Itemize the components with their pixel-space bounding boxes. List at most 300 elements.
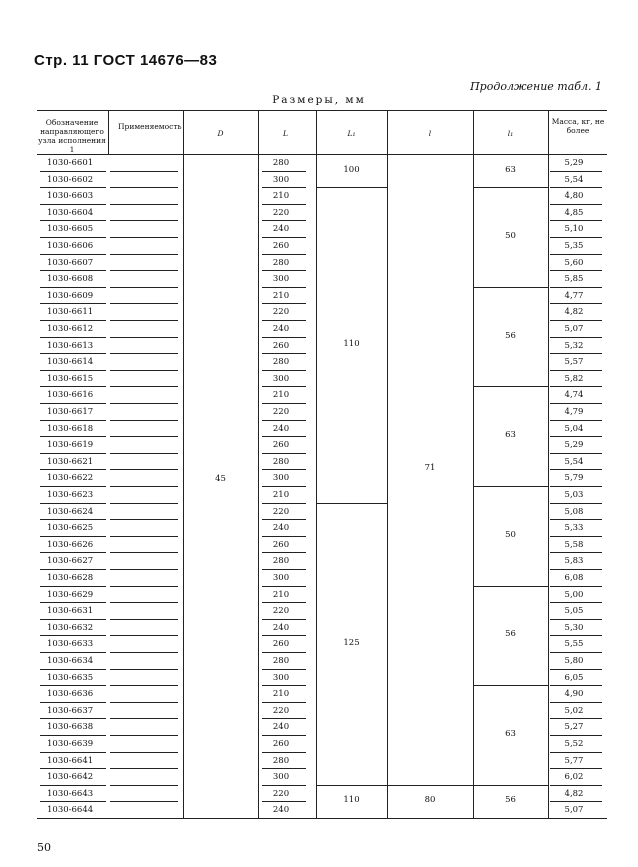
row-underline <box>110 287 178 288</box>
mass-cell: 5,60 <box>564 257 584 268</box>
L-cell: 280 <box>272 357 290 368</box>
designation-cell: 1030-6634 <box>47 656 94 666</box>
row-underline <box>262 486 306 487</box>
group-divider <box>473 386 548 387</box>
row-underline <box>40 171 106 172</box>
row-underline <box>262 403 306 404</box>
row-underline <box>110 536 178 537</box>
designation-cell: 1030-6629 <box>47 589 94 600</box>
row-underline <box>262 619 306 620</box>
mass-cell: 5,35 <box>564 241 584 251</box>
mass-cell: 4,80 <box>564 191 584 202</box>
designation-cell: 1030-6617 <box>47 407 94 417</box>
L1-group-value: 110 <box>343 338 360 349</box>
designation-cell: 1030-6608 <box>47 274 94 285</box>
row-underline <box>550 386 602 387</box>
designation-cell: 1030-6628 <box>47 573 94 583</box>
row-underline <box>550 320 602 321</box>
row-underline <box>110 801 178 802</box>
row-underline <box>40 337 106 338</box>
row-underline <box>262 586 306 587</box>
mass-cell: 5,33 <box>564 523 584 534</box>
row-underline <box>550 685 602 686</box>
row-underline <box>110 370 178 371</box>
L-cell: 220 <box>272 506 290 517</box>
L-cell: 300 <box>272 473 290 484</box>
row-underline <box>262 303 306 304</box>
designation-cell: 1030-6614 <box>47 357 94 368</box>
designation-cell: 1030-6643 <box>47 788 94 799</box>
row-underline <box>40 270 106 271</box>
mass-cell: 4,79 <box>564 407 584 417</box>
designation-cell: 1030-6624 <box>47 506 94 517</box>
row-underline <box>262 287 306 288</box>
designation-cell: 1030-6619 <box>47 440 94 451</box>
row-underline <box>110 785 178 786</box>
row-underline <box>110 619 178 620</box>
row-underline <box>550 403 602 404</box>
row-underline <box>550 602 602 603</box>
row-underline <box>110 718 178 719</box>
group-divider <box>316 785 387 786</box>
designation-cell: 1030-6611 <box>47 307 94 318</box>
row-underline <box>262 685 306 686</box>
row-underline <box>110 735 178 736</box>
designation-cell: 1030-6621 <box>47 456 94 467</box>
header-L1: L₁ <box>347 129 356 138</box>
designation-cell: 1030-6605 <box>47 224 94 235</box>
row-underline <box>110 237 178 238</box>
row-underline <box>262 718 306 719</box>
mass-cell: 5,58 <box>564 539 584 550</box>
row-underline <box>262 801 306 802</box>
row-underline <box>550 270 602 271</box>
L-cell: 240 <box>272 805 290 816</box>
column-divider <box>473 110 474 818</box>
L-cell: 220 <box>272 606 290 617</box>
row-underline <box>110 818 178 819</box>
l-group-value: 80 <box>424 795 436 806</box>
L-cell: 210 <box>272 689 290 700</box>
L1-group-value: 110 <box>343 795 360 806</box>
row-underline <box>550 768 602 769</box>
row-underline <box>262 453 306 454</box>
mass-cell: 6,05 <box>564 672 584 683</box>
L-cell: 240 <box>272 423 290 434</box>
designation-cell: 1030-6635 <box>47 672 94 683</box>
row-underline <box>110 602 178 603</box>
L-cell: 220 <box>272 788 290 799</box>
row-underline <box>40 735 106 736</box>
header-mass: Масса, кг, не более <box>551 117 605 135</box>
row-underline <box>550 436 602 437</box>
D-value: 45 <box>215 474 226 484</box>
row-underline <box>262 818 306 819</box>
row-underline <box>550 519 602 520</box>
row-underline <box>262 669 306 670</box>
designation-cell: 1030-6603 <box>47 191 94 202</box>
row-underline <box>550 635 602 636</box>
L1-group-value: 125 <box>343 637 360 648</box>
table-top-border <box>37 110 607 111</box>
L-cell: 300 <box>272 373 290 384</box>
l1-group-value: 63 <box>505 729 516 739</box>
row-underline <box>550 569 602 570</box>
row-underline <box>40 536 106 537</box>
designation-cell: 1030-6627 <box>47 556 94 567</box>
L-cell: 220 <box>272 407 290 417</box>
row-underline <box>550 503 602 504</box>
row-underline <box>262 519 306 520</box>
row-underline <box>262 370 306 371</box>
row-underline <box>110 337 178 338</box>
row-underline <box>40 569 106 570</box>
mass-cell: 5,54 <box>564 174 584 185</box>
row-underline <box>40 303 106 304</box>
designation-cell: 1030-6641 <box>47 755 94 766</box>
column-divider <box>183 110 184 818</box>
group-divider <box>473 785 548 786</box>
row-underline <box>262 503 306 504</box>
L-cell: 300 <box>272 672 290 683</box>
row-underline <box>550 536 602 537</box>
row-underline <box>262 785 306 786</box>
row-underline <box>40 403 106 404</box>
header-application: Применяемость <box>118 122 182 131</box>
L-cell: 210 <box>272 490 290 500</box>
row-underline <box>110 403 178 404</box>
l1-group-value: 56 <box>505 330 516 341</box>
row-underline <box>262 386 306 387</box>
row-underline <box>40 503 106 504</box>
row-underline <box>110 469 178 470</box>
row-underline <box>262 420 306 421</box>
row-underline <box>262 353 306 354</box>
mass-cell: 5,83 <box>564 556 584 567</box>
L-cell: 260 <box>272 539 290 550</box>
row-underline <box>40 237 106 238</box>
designation-cell: 1030-6642 <box>47 772 94 783</box>
row-underline <box>110 702 178 703</box>
row-underline <box>550 287 602 288</box>
designation-cell: 1030-6607 <box>47 257 94 268</box>
group-divider <box>316 187 387 188</box>
row-underline <box>40 287 106 288</box>
l1-group-value: 50 <box>505 231 516 241</box>
row-underline <box>262 220 306 221</box>
row-underline <box>550 486 602 487</box>
L-cell: 260 <box>272 340 290 351</box>
row-underline <box>40 370 106 371</box>
L-cell: 210 <box>272 191 290 202</box>
row-underline <box>40 204 106 205</box>
designation-cell: 1030-6618 <box>47 423 94 434</box>
row-underline <box>40 669 106 670</box>
row-underline <box>262 270 306 271</box>
row-underline <box>110 270 178 271</box>
L-cell: 300 <box>272 174 290 185</box>
row-underline <box>550 204 602 205</box>
header-L: L <box>283 129 288 138</box>
row-underline <box>110 204 178 205</box>
row-underline <box>40 752 106 753</box>
row-underline <box>110 320 178 321</box>
l1-group-value: 50 <box>505 529 516 540</box>
mass-cell: 6,08 <box>564 573 584 583</box>
mass-cell: 5,29 <box>564 440 584 451</box>
designation-cell: 1030-6601 <box>47 158 94 168</box>
row-underline <box>550 187 602 188</box>
page-number: 50 <box>37 841 51 854</box>
l1-group-value: 56 <box>505 795 516 806</box>
L-cell: 260 <box>272 241 290 251</box>
row-underline <box>262 469 306 470</box>
designation-cell: 1030-6606 <box>47 241 94 251</box>
row-underline <box>40 818 106 819</box>
designation-cell: 1030-6609 <box>47 290 94 301</box>
mass-cell: 5,29 <box>564 158 584 168</box>
row-underline <box>110 486 178 487</box>
designation-cell: 1030-6644 <box>47 805 94 816</box>
row-underline <box>110 652 178 653</box>
mass-cell: 4,90 <box>564 689 584 700</box>
row-underline <box>40 187 106 188</box>
mass-cell: 5,10 <box>564 224 584 235</box>
l1-group-value: 56 <box>505 629 516 640</box>
row-underline <box>550 669 602 670</box>
group-divider <box>473 586 548 587</box>
header-bottom-border <box>37 154 607 155</box>
row-underline <box>110 586 178 587</box>
row-underline <box>262 254 306 255</box>
mass-cell: 5,00 <box>564 589 584 600</box>
header-l: l <box>428 129 432 138</box>
L-cell: 220 <box>272 207 290 218</box>
group-divider <box>473 187 548 188</box>
row-underline <box>110 752 178 753</box>
row-underline <box>110 386 178 387</box>
row-underline <box>262 171 306 172</box>
designation-cell: 1030-6633 <box>47 639 94 650</box>
row-underline <box>40 254 106 255</box>
L-cell: 210 <box>272 290 290 301</box>
row-underline <box>550 586 602 587</box>
row-underline <box>550 752 602 753</box>
row-underline <box>550 652 602 653</box>
L1-group-value: 100 <box>343 164 360 175</box>
row-underline <box>110 303 178 304</box>
mass-cell: 5,85 <box>564 274 584 285</box>
mass-cell: 5,79 <box>564 473 584 484</box>
row-underline <box>262 552 306 553</box>
designation-cell: 1030-6616 <box>47 390 94 401</box>
row-underline <box>40 436 106 437</box>
row-underline <box>40 768 106 769</box>
L-cell: 240 <box>272 224 290 235</box>
row-underline <box>110 436 178 437</box>
designation-cell: 1030-6615 <box>47 373 94 384</box>
row-underline <box>550 254 602 255</box>
designation-cell: 1030-6612 <box>47 324 94 334</box>
row-underline <box>110 669 178 670</box>
L-cell: 280 <box>272 257 290 268</box>
group-divider <box>473 287 548 288</box>
table-continuation-label: Продолжение табл. 1 <box>470 80 602 93</box>
l-group-value: 71 <box>424 463 436 474</box>
row-underline <box>110 220 178 221</box>
row-underline <box>110 552 178 553</box>
row-underline <box>110 353 178 354</box>
row-underline <box>110 685 178 686</box>
row-underline <box>110 503 178 504</box>
L-cell: 240 <box>272 324 290 334</box>
row-underline <box>110 254 178 255</box>
row-underline <box>262 768 306 769</box>
row-underline <box>550 353 602 354</box>
mass-cell: 5,32 <box>564 340 584 351</box>
designation-cell: 1030-6623 <box>47 490 94 500</box>
row-underline <box>40 469 106 470</box>
row-underline <box>110 519 178 520</box>
row-underline <box>550 370 602 371</box>
L-cell: 210 <box>272 589 290 600</box>
row-underline <box>262 569 306 570</box>
mass-cell: 5,08 <box>564 506 584 517</box>
L-cell: 280 <box>272 656 290 666</box>
row-underline <box>262 337 306 338</box>
L-cell: 240 <box>272 622 290 633</box>
row-underline <box>110 635 178 636</box>
row-underline <box>550 718 602 719</box>
row-underline <box>262 752 306 753</box>
designation-cell: 1030-6631 <box>47 606 94 617</box>
row-underline <box>40 685 106 686</box>
table-caption: Размеры, мм <box>272 94 366 106</box>
row-underline <box>262 187 306 188</box>
L-cell: 210 <box>272 390 290 401</box>
row-underline <box>550 453 602 454</box>
group-divider <box>473 486 548 487</box>
L-cell: 300 <box>272 274 290 285</box>
designation-cell: 1030-6632 <box>47 622 94 633</box>
group-divider <box>473 685 548 686</box>
row-underline <box>110 420 178 421</box>
row-underline <box>550 702 602 703</box>
row-underline <box>262 320 306 321</box>
row-underline <box>550 552 602 553</box>
designation-cell: 1030-6637 <box>47 705 94 716</box>
row-underline <box>40 602 106 603</box>
row-underline <box>262 702 306 703</box>
mass-cell: 4,82 <box>564 307 584 318</box>
row-underline <box>550 619 602 620</box>
row-underline <box>262 635 306 636</box>
row-underline <box>40 220 106 221</box>
row-underline <box>550 785 602 786</box>
row-underline <box>40 519 106 520</box>
designation-cell: 1030-6613 <box>47 340 94 351</box>
row-underline <box>550 469 602 470</box>
row-underline <box>262 536 306 537</box>
row-underline <box>40 702 106 703</box>
row-underline <box>262 602 306 603</box>
row-underline <box>550 818 602 819</box>
mass-cell: 4,85 <box>564 207 584 218</box>
row-underline <box>40 718 106 719</box>
group-divider <box>387 785 473 786</box>
designation-cell: 1030-6638 <box>47 722 94 733</box>
row-underline <box>40 320 106 321</box>
row-underline <box>262 204 306 205</box>
L-cell: 260 <box>272 739 290 749</box>
mass-cell: 5,77 <box>564 755 584 766</box>
row-underline <box>40 552 106 553</box>
row-underline <box>110 187 178 188</box>
designation-cell: 1030-6625 <box>47 523 94 534</box>
L-cell: 300 <box>272 772 290 783</box>
column-divider <box>108 110 109 154</box>
designation-cell: 1030-6622 <box>47 473 94 484</box>
L-cell: 300 <box>272 573 290 583</box>
mass-cell: 5,54 <box>564 456 584 467</box>
L-cell: 220 <box>272 307 290 318</box>
L-cell: 280 <box>272 556 290 567</box>
row-underline <box>110 453 178 454</box>
L-cell: 280 <box>272 456 290 467</box>
row-underline <box>262 436 306 437</box>
l1-group-value: 63 <box>505 164 516 175</box>
L-cell: 260 <box>272 440 290 451</box>
row-underline <box>40 420 106 421</box>
mass-cell: 5,04 <box>564 423 584 434</box>
row-underline <box>262 237 306 238</box>
mass-cell: 5,57 <box>564 357 584 368</box>
L-cell: 240 <box>272 722 290 733</box>
mass-cell: 5,80 <box>564 656 584 666</box>
mass-cell: 5,05 <box>564 606 584 617</box>
page-header: Стр. 11 ГОСТ 14676—83 <box>34 52 218 69</box>
header-D: D <box>217 129 224 138</box>
mass-cell: 5,07 <box>564 805 584 816</box>
designation-cell: 1030-6636 <box>47 689 94 700</box>
mass-cell: 4,74 <box>564 390 584 401</box>
mass-cell: 5,07 <box>564 324 584 334</box>
row-underline <box>40 486 106 487</box>
row-underline <box>550 171 602 172</box>
row-underline <box>262 652 306 653</box>
mass-cell: 5,02 <box>564 705 584 716</box>
header-l1: l₁ <box>507 129 514 138</box>
row-underline <box>40 453 106 454</box>
mass-cell: 5,55 <box>564 639 584 650</box>
L-cell: 220 <box>272 705 290 716</box>
mass-cell: 4,82 <box>564 788 584 799</box>
row-underline <box>550 303 602 304</box>
mass-cell: 4,77 <box>564 290 584 301</box>
row-underline <box>550 420 602 421</box>
row-underline <box>40 652 106 653</box>
row-underline <box>40 785 106 786</box>
row-underline <box>40 635 106 636</box>
mass-cell: 5,27 <box>564 722 584 733</box>
row-underline <box>40 353 106 354</box>
row-underline <box>550 237 602 238</box>
L-cell: 280 <box>272 755 290 766</box>
header-designation: Обозначение направляющего узла исполнения 1 <box>38 118 106 154</box>
row-underline <box>40 619 106 620</box>
L-cell: 260 <box>272 639 290 650</box>
group-divider <box>316 503 387 504</box>
